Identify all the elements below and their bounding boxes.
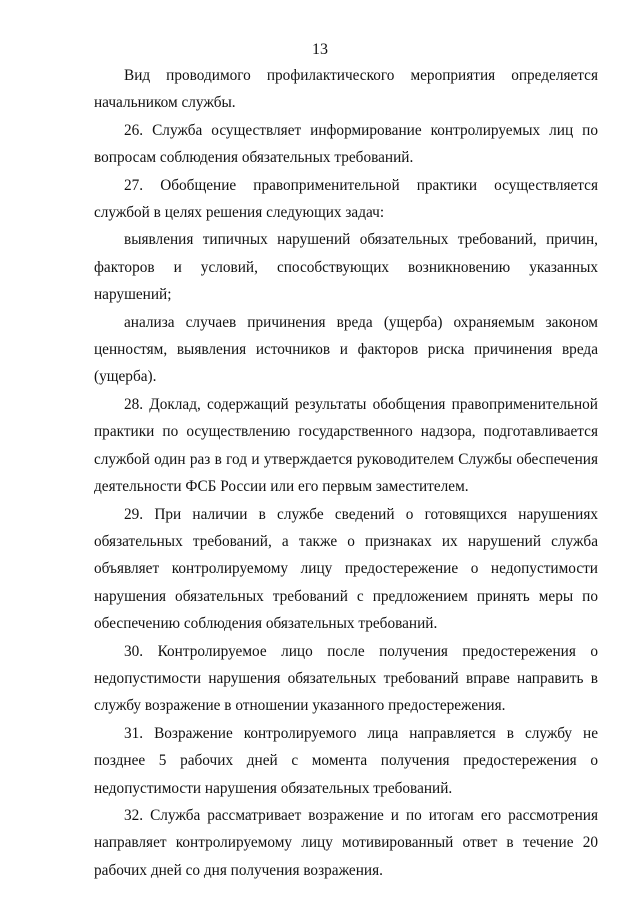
document-body bbox=[94, 62, 598, 884]
paragraph-31: 31. Возражение контролируемого лица направляется в службу не позднее 5 рабочих дней с момента получения предостережения о недопустимости нарушения обязательных требований. bbox=[94, 724, 598, 797]
paragraph-26: 26. Служба осуществляет информирование контролируемых лиц по вопросам соблюдения обязательных требований. bbox=[94, 121, 598, 167]
page-number: 13 bbox=[312, 41, 328, 58]
paragraph-30: 30. Контролируемое лицо после получения предостережения о недопустимости нарушения обязательных требований вправе направить в службу возражение в отношении указанного предостережения. bbox=[94, 642, 598, 715]
paragraph-intro: Вид проводимого профилактического мероприятия определяется начальником службы. bbox=[94, 67, 598, 112]
paragraph-27-task-2: анализа случаев причинения вреда (ущерба) охраняемым законом ценностям, выявления источников и факторов риска причинения вреда (ущерба). bbox=[94, 313, 598, 386]
paragraph-27-task-1: выявления типичных нарушений обязательных требований, причин, факторов и условий, способствующих возникновению указанных нарушений; bbox=[94, 231, 598, 304]
paragraph-28: 28. Доклад, содержащий результаты обобщения правоприменительной практики по осуществлению государственного надзора, подготавливается службой один раз в год и утверждается руководителем Службы обеспечения деятельности ФСБ России или его первым заместителем. bbox=[94, 395, 598, 496]
paragraph-29: 29. При наличии в службе сведений о готовящихся нарушениях обязательных требований, а также о признаках их нарушений служба объявляет контролируемому лицу предостережение о недопустимости нарушения обязательных требований с предложением принять меры по обеспечению соблюдения обязательных требований. bbox=[94, 505, 598, 633]
paragraph-27: 27. Обобщение правоприменительной практики осуществляется службой в целях решения следующих задач: bbox=[94, 176, 598, 222]
paragraph-32: 32. Служба рассматривает возражение и по итогам его рассмотрения направляет контролируемому лицу мотивированный ответ в течение 20 рабочих дней со дня получения возражения. bbox=[94, 806, 598, 879]
